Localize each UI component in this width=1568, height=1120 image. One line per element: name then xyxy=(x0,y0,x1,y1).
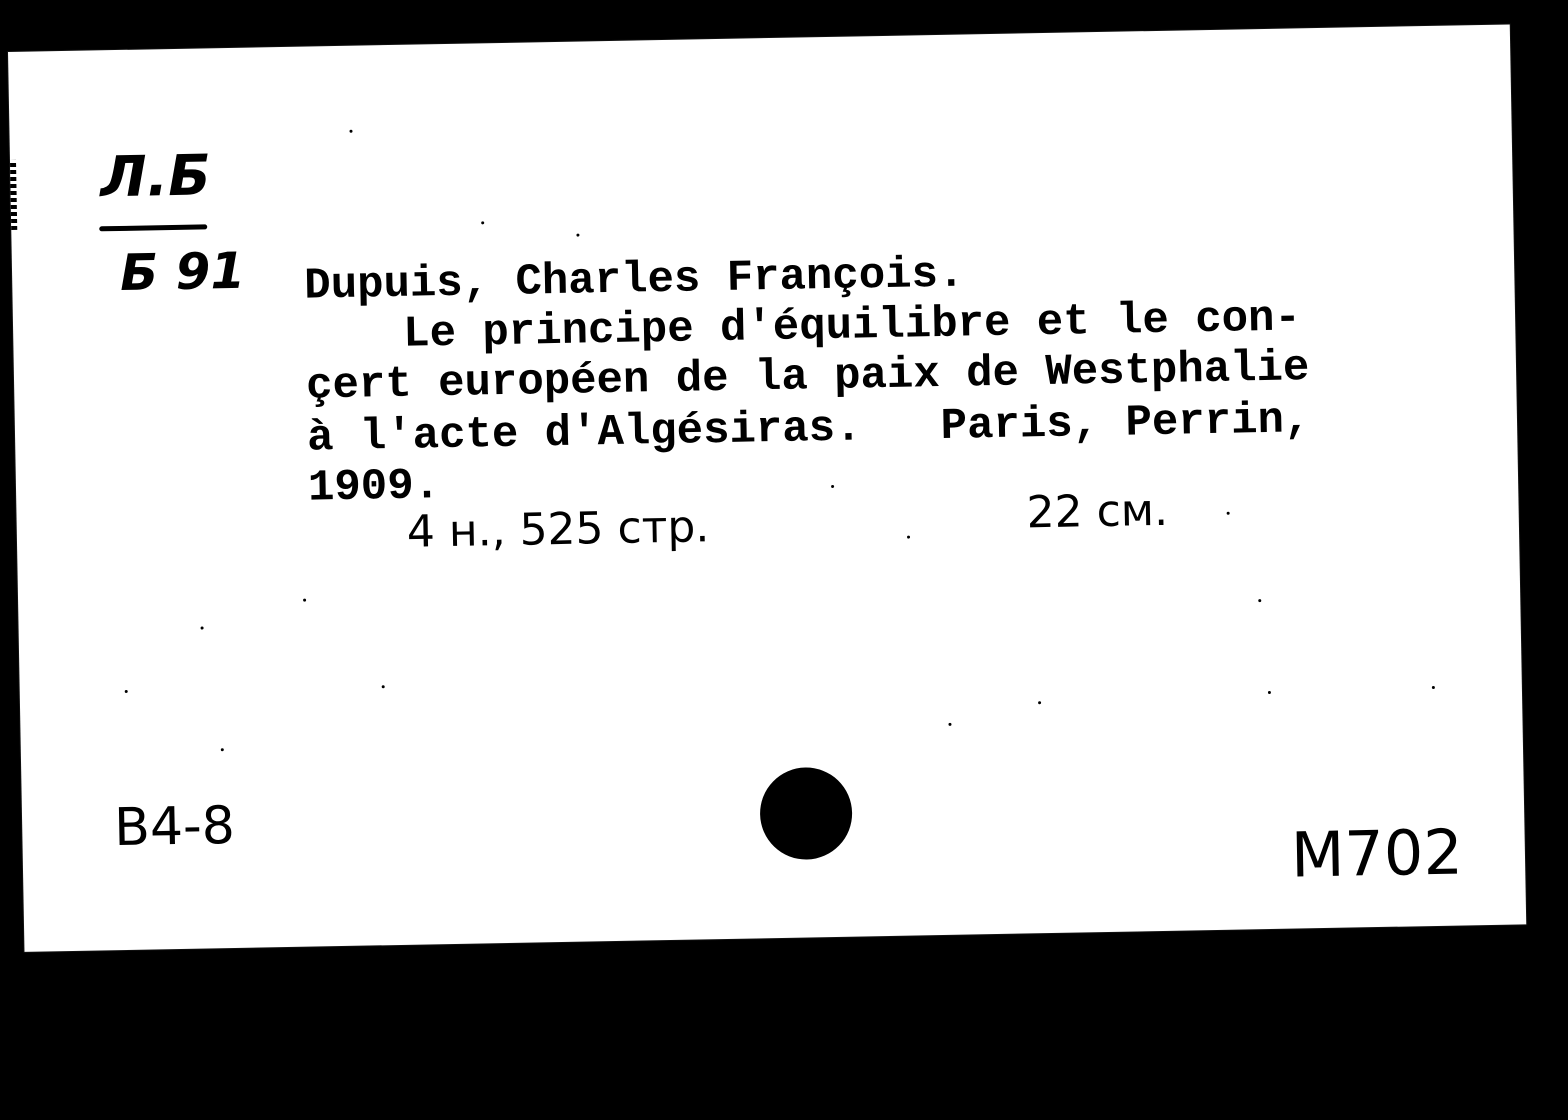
punch-hole xyxy=(759,767,853,861)
collation-pages: 4 н., 525 стр. xyxy=(406,501,710,558)
ink-speck xyxy=(481,221,484,224)
collation-size: 22 см. xyxy=(1026,484,1169,539)
ink-speck xyxy=(576,234,579,237)
shelf-code: В4-8 xyxy=(113,795,236,859)
title-line-3: à l'acte d'Algésiras. Paris, Perrin, xyxy=(306,395,1311,464)
ink-speck xyxy=(1432,686,1435,689)
ink-speck xyxy=(1038,701,1041,704)
ink-speck xyxy=(349,130,352,133)
title-line-4: 1909. xyxy=(307,461,441,514)
author-heading: Dupuis, Charles François. xyxy=(303,249,965,312)
ink-speck xyxy=(1227,512,1230,515)
card-edge-marks xyxy=(10,160,17,230)
title-line-2: çert européen de la paix de Westphalie xyxy=(305,343,1310,412)
ink-speck xyxy=(948,723,951,726)
ink-speck xyxy=(1268,691,1271,694)
library-catalog-card xyxy=(8,24,1526,951)
call-number-divider xyxy=(99,224,207,231)
ink-speck xyxy=(303,599,306,602)
title-line-1: Le principe d'équilibre et le con- xyxy=(402,293,1302,360)
call-number-bottom: Б 91 xyxy=(119,241,246,302)
ink-speck xyxy=(201,627,204,630)
ink-speck xyxy=(382,685,385,688)
call-number-top: Л.Б xyxy=(99,143,212,211)
ink-speck xyxy=(1258,599,1261,602)
ink-speck xyxy=(125,690,128,693)
inventory-code: M702 xyxy=(1290,815,1464,892)
ink-speck xyxy=(831,485,834,488)
ink-speck xyxy=(221,748,224,751)
ink-speck xyxy=(907,536,910,539)
